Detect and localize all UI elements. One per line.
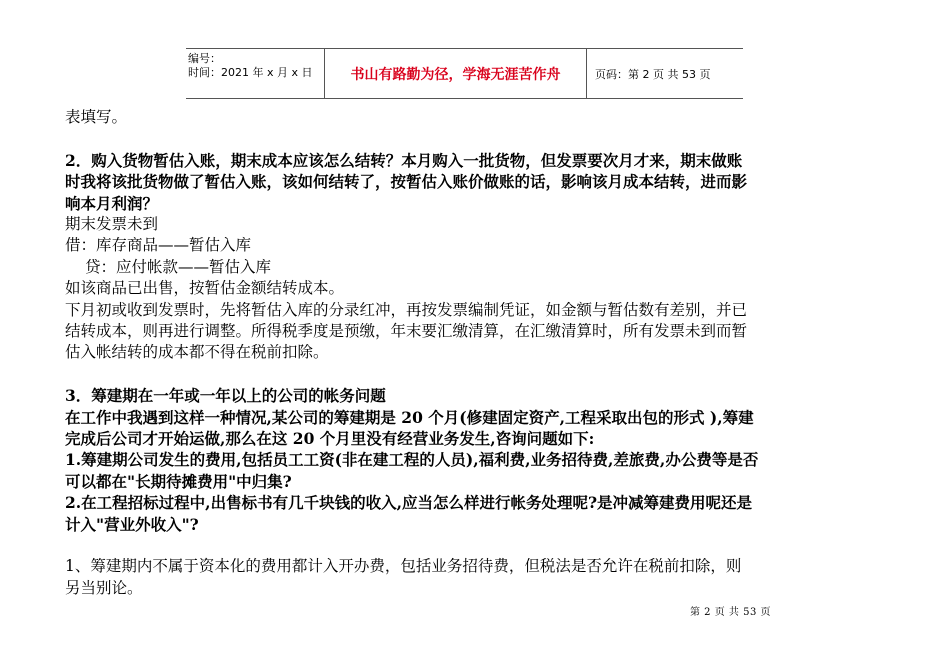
- question-2-line: 响本月利润？: [65, 193, 159, 213]
- header-meta: [186, 49, 325, 98]
- page-header: [186, 48, 743, 99]
- answer-3-line: 1、筹建期内不属于资本化的费用都计入开办费，包括业务招待费，但税法是否允许在税前扣除，则: [65, 557, 742, 576]
- answer-2-line: 估入帐结转的成本都不得在税前扣除。: [65, 343, 329, 362]
- body-line: 表填写。: [65, 108, 128, 126]
- question-3-line: 2.在工程招标过程中,出售标书有几千块钱的收入,应当怎么样进行帐务处理呢?是冲减筹建费用呢还是: [65, 493, 753, 513]
- question-3-line: 完成后公司才开始运做,那么在这 20 个月里没有经营业务发生,咨询问题如下:: [65, 429, 595, 449]
- answer-2-line: 下月初或收到发票时，先将暂估入库的分录红冲，再按发票编制凭证，如金额与暂估数有差别，并已: [65, 300, 748, 319]
- blank-line: [65, 364, 885, 385]
- header-page-label: 页码：第 2 页 共 53 页: [595, 67, 711, 81]
- answer-2-debit-entry: 借：库存商品——暂估入库: [65, 236, 252, 255]
- question-2-line: 2．购入货物暂估入账，期末成本应该怎么结转？本月购入一批货物，但发票要次月才来，期末做账: [65, 150, 743, 170]
- question-2-line: 时我将该批货物做了暂估入账，该如何结转了，按暂估入账价做账的话，影响该月成本结转，进而影: [65, 172, 748, 192]
- header-motto-cell: [325, 49, 587, 98]
- question-3-line: 在工作中我遇到这样一种情况,某公司的筹建期是 20 个月(修建固定资产,工程采取出包的形式 ),筹建: [65, 407, 754, 427]
- document-body: [65, 107, 885, 599]
- answer-2-line: 结转成本，则再进行调整。所得税季度是预缴，年末要汇缴清算，在汇缴清算时，所有发票未到而暂: [65, 322, 748, 341]
- question-3-line: 1.筹建期公司发生的费用,包括员工工资(非在建工程的人员),福利费,业务招待费,差旅费,办公费等是否: [65, 450, 759, 470]
- answer-2-credit-entry: 贷：应付帐款——暂估入库: [85, 257, 272, 276]
- question-3-line: 可以都在"长期待摊费用"中归集?: [65, 471, 292, 491]
- blank-line: [65, 535, 885, 556]
- header-motto: 书山有路勤为径，学海无涯苦作舟: [350, 66, 561, 83]
- header-page-cell: [587, 49, 743, 98]
- blank-line: [65, 128, 885, 149]
- header-number-label: 编号：: [188, 52, 221, 65]
- header-time-label: 时间：2021 年 x 月 x 日: [188, 66, 313, 79]
- answer-2-line: 如该商品已出售，按暂估金额结转成本。: [65, 279, 345, 298]
- question-3-title: 3．筹建期在一年或一年以上的公司的帐务问题: [65, 386, 386, 406]
- question-3-line: 计入"营业外收入"?: [65, 514, 199, 534]
- answer-2-line: 期末发票未到: [65, 215, 159, 234]
- answer-3-line: 另当别论。: [65, 578, 143, 597]
- page-footer: 第 2 页 共 53 页: [690, 607, 771, 618]
